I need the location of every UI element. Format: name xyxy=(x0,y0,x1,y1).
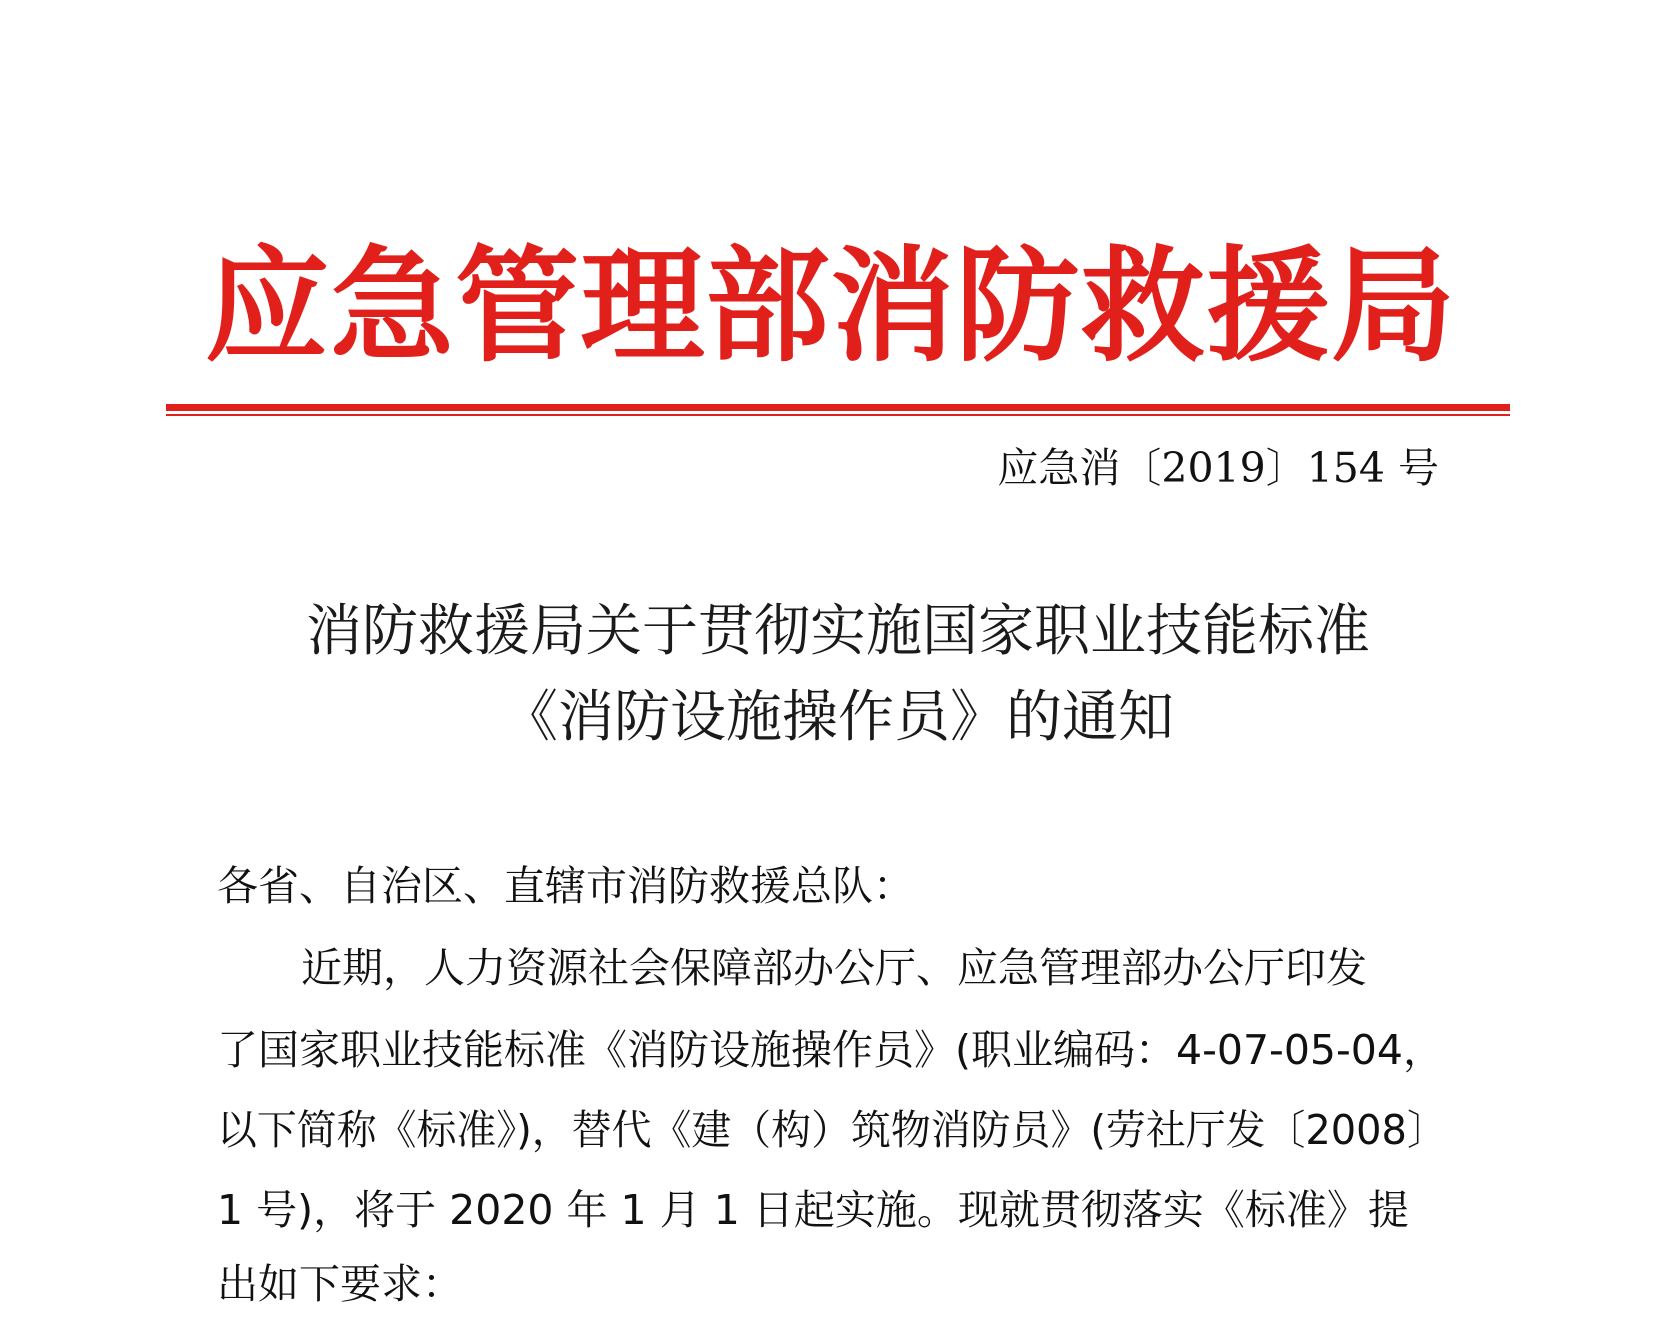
masthead-char: 防 xyxy=(955,234,1080,379)
body-line: 近期，人力资源社会保障部办公厅、应急管理部办公厅印发 xyxy=(301,944,1367,992)
masthead-divider-thin xyxy=(166,414,1510,416)
masthead-divider-thick xyxy=(166,404,1510,411)
document-number: 应急消〔2019〕154 号 xyxy=(997,444,1439,492)
body-line: 以下简称《标准》)，替代《建（构）筑物消防员》(劳社厅发〔2008〕 xyxy=(217,1106,1447,1154)
notice-title-line-1: 消防救援局关于贯彻实施国家职业技能标准 xyxy=(306,599,1370,664)
masthead-char: 局 xyxy=(1330,234,1455,379)
body-line: 了国家职业技能标准《消防设施操作员》(职业编码：4-07-05-04， xyxy=(217,1026,1444,1074)
body-line: 1 号)，将于 2020 年 1 月 1 日起实施。现就贯彻落实《标准》提 xyxy=(217,1186,1409,1234)
masthead-char: 援 xyxy=(1205,234,1330,379)
masthead-char: 救 xyxy=(1080,234,1205,379)
body-line: 出如下要求： xyxy=(217,1260,463,1308)
salutation: 各省、自治区、直辖市消防救援总队： xyxy=(217,862,914,910)
masthead-char: 理 xyxy=(580,234,705,379)
notice-title-line-2: 《消防设施操作员》的通知 xyxy=(502,685,1174,750)
masthead-char: 应 xyxy=(205,234,330,379)
masthead-char: 急 xyxy=(330,234,455,379)
masthead-title xyxy=(205,232,1455,382)
masthead-char: 部 xyxy=(705,234,830,379)
masthead-char: 消 xyxy=(830,234,955,379)
masthead-char: 管 xyxy=(455,234,580,379)
